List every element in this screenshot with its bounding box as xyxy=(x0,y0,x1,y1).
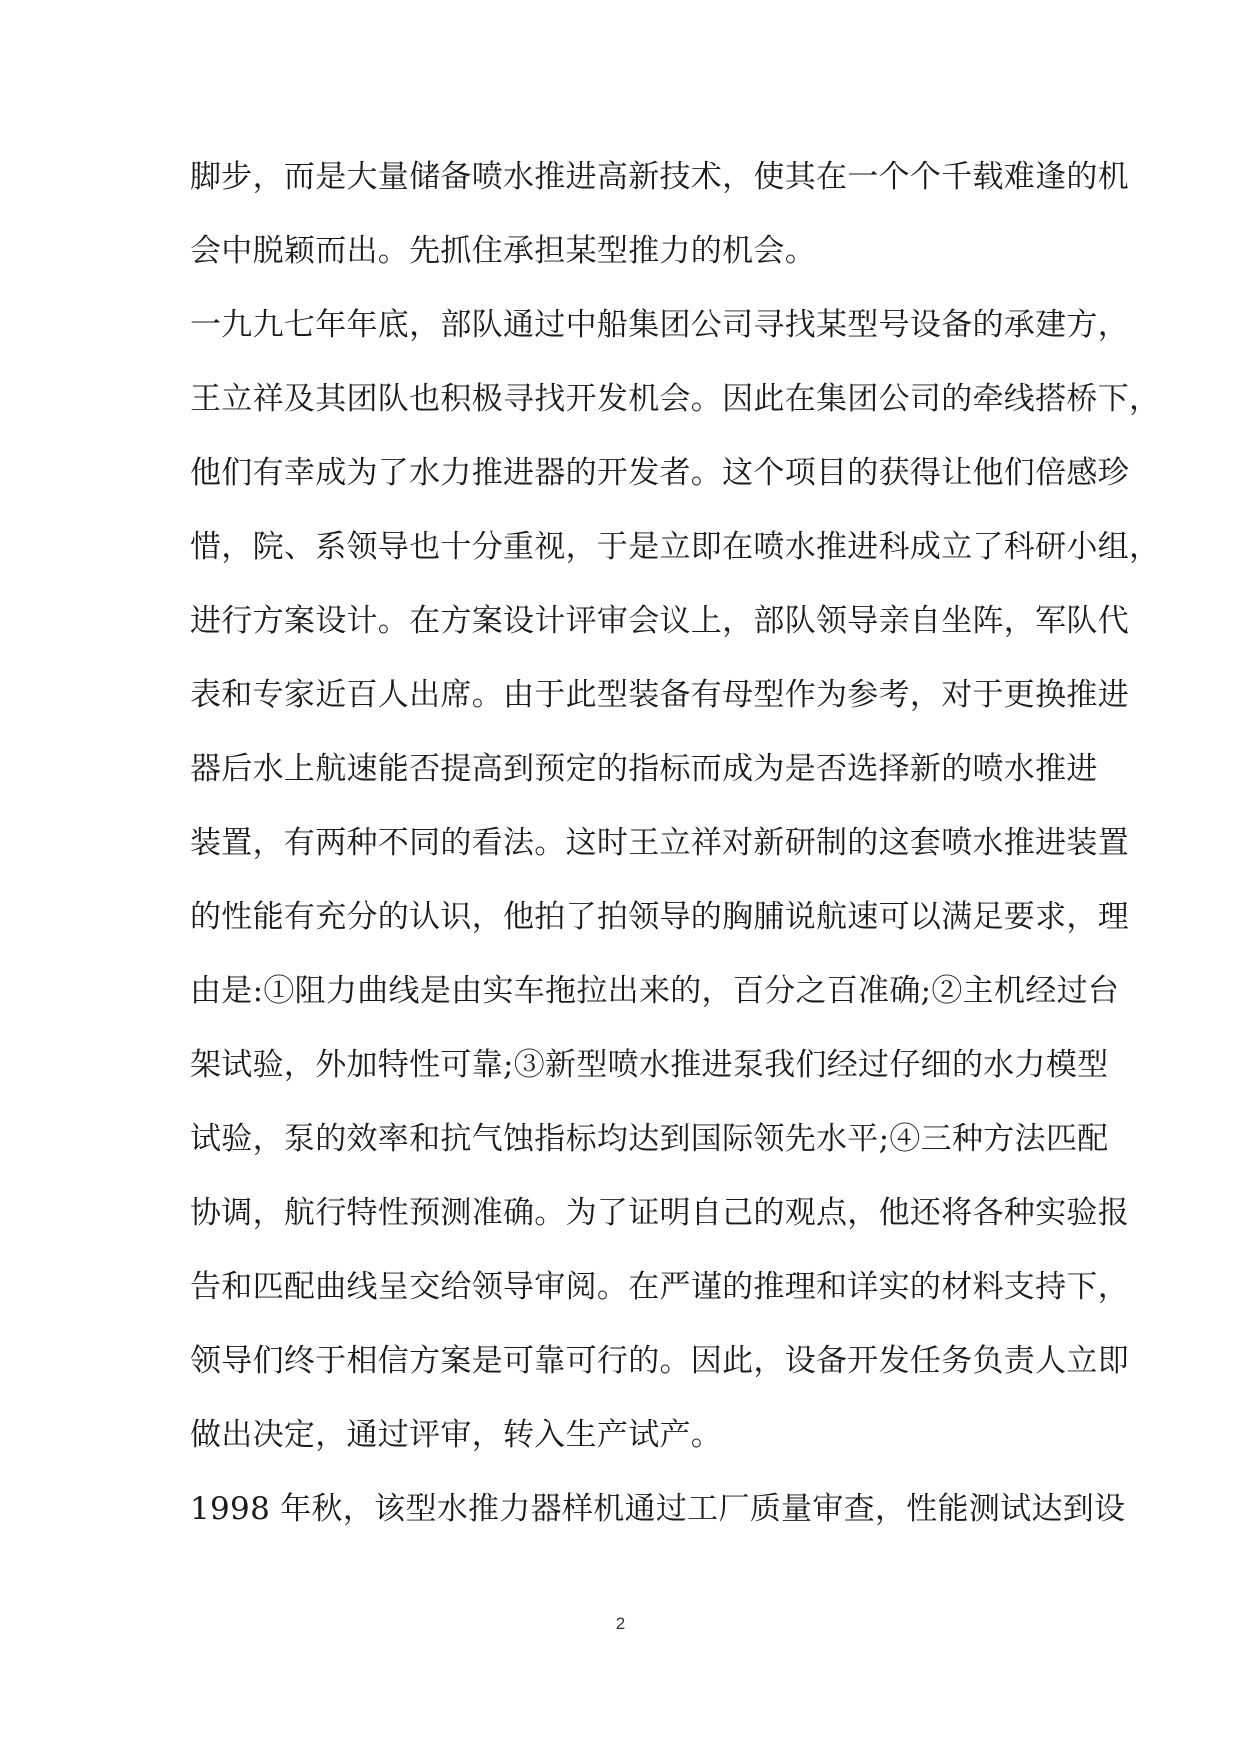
text-line: 装置，有两种不同的看法。这时王立祥对新研制的这套喷水推进装置 xyxy=(190,825,1129,861)
document-body xyxy=(190,140,1161,1546)
text-line: 协调，航行特性预测准确。为了证明自己的观点，他还将各种实验报 xyxy=(190,1195,1129,1231)
text-line: 脚步，而是大量储备喷水推进高新技术，使其在一个个千载难逢的机 xyxy=(190,159,1129,195)
page-number: 2 xyxy=(615,1614,626,1633)
text-line: 惜，院、系领导也十分重视，于是立即在喷水推进科成立了科研小组， xyxy=(190,529,1161,565)
text-line: 进行方案设计。在方案设计评审会议上，部队领导亲自坐阵，军队代 xyxy=(190,603,1129,639)
paragraph-3 xyxy=(190,1472,1126,1546)
text-line: 试验，泵的效率和抗气蚀指标均达到国际领先水平;④三种方法匹配 xyxy=(190,1121,1109,1157)
text-line: 的性能有充分的认识，他拍了拍领导的胸脯说航速可以满足要求，理 xyxy=(190,899,1129,935)
text-line: 器后水上航速能否提高到预定的指标而成为是否选择新的喷水推进 xyxy=(190,751,1098,787)
text-line: 他们有幸成为了水力推进器的开发者。这个项目的获得让他们倍感珍 xyxy=(190,455,1129,491)
text-line: 做出决定，通过评审，转入生产试产。 xyxy=(190,1417,723,1453)
text-line: 1998 年秋，该型水推力器样机通过工厂质量审查，性能测试达到设 xyxy=(190,1491,1126,1527)
text-line: 一九九七年年底，部队通过中船集团公司寻找某型号设备的承建方， xyxy=(190,307,1129,343)
text-line: 会中脱颖而出。先抓住承担某型推力的机会。 xyxy=(190,233,816,269)
paragraph-1 xyxy=(190,140,1129,288)
text-line: 告和匹配曲线呈交给领导审阅。在严谨的推理和详实的材料支持下， xyxy=(190,1269,1129,1305)
text-line: 领导们终于相信方案是可靠可行的。因此，设备开发任务负责人立即 xyxy=(190,1343,1129,1379)
text-line: 架试验，外加特性可靠;③新型喷水推进泵我们经过仔细的水力模型 xyxy=(190,1047,1109,1083)
paragraph-2 xyxy=(190,288,1161,1472)
text-line: 王立祥及其团队也积极寻找开发机会。因此在集团公司的牵线搭桥下， xyxy=(190,381,1161,417)
text-line: 由是:①阻力曲线是由实车拖拉出来的，百分之百准确;②主机经过台 xyxy=(190,973,1120,1009)
text-line: 表和专家近百人出席。由于此型装备有母型作为参考，对于更换推进 xyxy=(190,677,1129,713)
